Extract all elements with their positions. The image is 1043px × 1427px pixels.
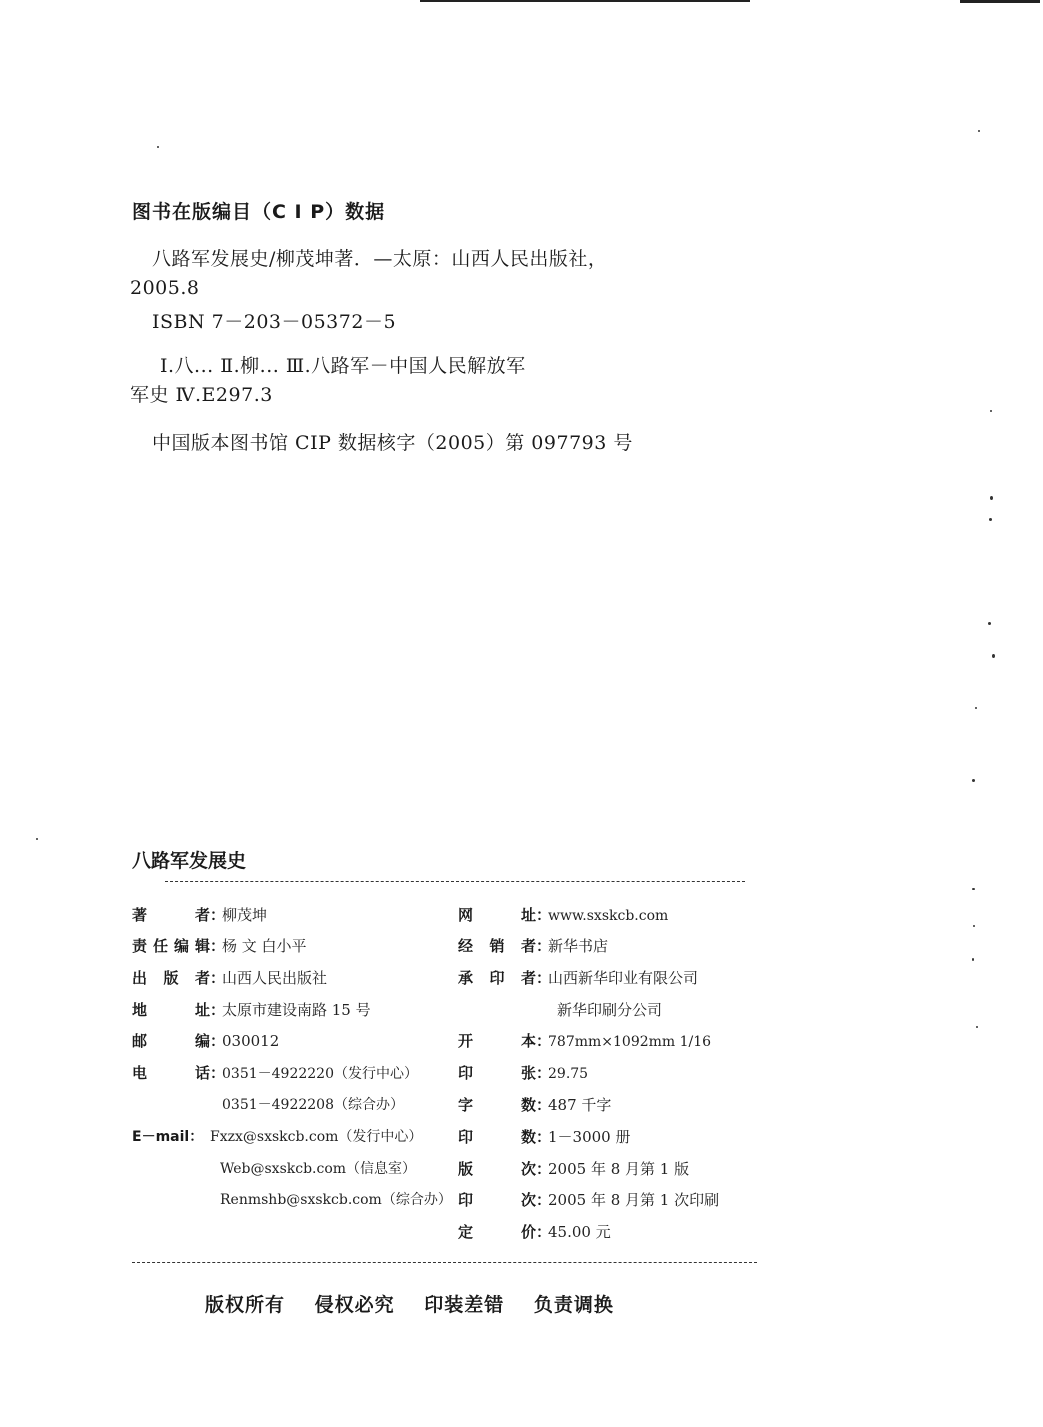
field-label: 网址 [458, 906, 536, 924]
field-value: 1－3000 册 [548, 1128, 631, 1146]
field-value: www.sxskcb.com [548, 908, 669, 924]
field-value: 45.00 元 [548, 1223, 611, 1241]
field-label: 著者 [132, 906, 210, 924]
colophon-row-price: 定价 ： 45.00 元 [458, 1223, 611, 1241]
scan-artifact-top [420, 0, 750, 5]
scan-speck [972, 888, 975, 890]
field-label: 定价 [458, 1223, 536, 1241]
field-value: 山西新华印业有限公司 [548, 969, 699, 987]
field-value: 0351－4922220（发行中心） [222, 1066, 418, 1082]
scan-speck [973, 925, 975, 927]
field-value: 030012 [222, 1032, 280, 1050]
colophon-row-printer-branch [557, 999, 662, 1023]
field-label: 电话 [132, 1064, 210, 1082]
cip-line-title-author: 八路军发展史/柳茂坤著．—太原：山西人民出版社， [152, 248, 608, 270]
field-value: 新华书店 [548, 937, 609, 955]
colophon-row-email-3 [220, 1189, 452, 1213]
field-label: 版次 [458, 1160, 536, 1178]
colophon-row-print-run: 印数 ： 1－3000 册 [458, 1128, 631, 1146]
email-value: Web@sxskcb.com（信息室） [220, 1161, 417, 1177]
colophon-row-printing: 印次 ： 2005 年 8 月第 1 次印刷 [458, 1191, 720, 1209]
field-value: 2005 年 8 月第 1 次印刷 [548, 1191, 720, 1209]
colophon-row-format: 开本 ： 787mm×1092mm 1/16 [458, 1032, 712, 1050]
colophon-row-wordcount: 字数 ： 487 千字 [458, 1096, 612, 1114]
cip-line-classification: 军史 Ⅳ.E297.3 [130, 384, 273, 406]
scan-artifact-top-right [960, 0, 1040, 6]
scan-speck [978, 130, 980, 132]
field-label: 印数 [458, 1128, 536, 1146]
scan-speck [972, 958, 974, 961]
email-value: Renmshb@sxskcb.com（综合办） [220, 1192, 452, 1208]
field-label: 邮编 [132, 1032, 210, 1050]
field-label: E－mail： [132, 1129, 204, 1145]
cip-line-isbn: ISBN 7－203－05372－5 [152, 311, 397, 333]
scan-speck [990, 410, 992, 412]
field-value: 0351－4922208（综合办） [222, 1097, 404, 1113]
field-label: 承印者 [458, 969, 536, 987]
colophon-row-phone: 电话 ： 0351－4922220（发行中心） [132, 1064, 418, 1082]
colophon-row-email-2 [220, 1158, 416, 1182]
field-label: 开本 [458, 1032, 536, 1050]
colophon-bottom-rule [132, 1262, 757, 1263]
cip-line-record-number: 中国版本图书馆 CIP 数据核字（2005）第 097793 号 [152, 432, 633, 454]
scan-speck [157, 146, 159, 148]
field-value: 787mm×1092mm 1/16 [548, 1034, 712, 1050]
field-value: 29.75 [548, 1066, 589, 1082]
field-label: 印张 [458, 1064, 536, 1082]
scan-speck [36, 838, 38, 840]
field-value: 新华印刷分公司 [557, 1001, 663, 1019]
colophon-row-phone-2 [222, 1094, 404, 1118]
colophon-row-email-1 [132, 1126, 422, 1150]
rights-notice: 版权所有 侵权必究 印装差错 负责调换 [205, 1294, 614, 1316]
field-value: 太原市建设南路 15 号 [222, 1001, 371, 1019]
cip-line-subjects: Ⅰ.八... Ⅱ.柳... Ⅲ.八路军－中国人民解放军 [160, 355, 526, 377]
scan-speck [989, 518, 992, 521]
email-value: Fxzx@sxskcb.com（发行中心） [210, 1129, 423, 1145]
field-label: 字数 [458, 1096, 536, 1114]
colophon-row-publisher: 出版者 ： 山西人民出版社 [132, 969, 328, 987]
scan-speck [972, 779, 975, 782]
field-value: 487 千字 [548, 1096, 612, 1114]
scan-speck [976, 1026, 978, 1028]
colophon-row-postcode: 邮编 ： 030012 [132, 1032, 280, 1050]
colophon-row-website: 网址 ： www.sxskcb.com [458, 906, 669, 924]
field-label: 出版者 [132, 969, 210, 987]
scan-speck [975, 707, 977, 709]
field-label: 地址 [132, 1001, 210, 1019]
field-label: 印次 [458, 1191, 536, 1209]
field-value: 山西人民出版社 [222, 969, 328, 987]
scan-speck [990, 496, 993, 500]
colophon-row-editor: 责任编辑 ： 杨 文 白小平 [132, 937, 307, 955]
scan-speck [988, 622, 991, 625]
cip-line-date: 2005.8 [130, 277, 200, 299]
field-value: 柳茂坤 [222, 906, 268, 924]
colophon-top-rule [165, 881, 745, 882]
field-value: 杨 文 白小平 [222, 937, 307, 955]
field-label: 经销者 [458, 937, 536, 955]
colophon-row-sheets: 印张 ： 29.75 [458, 1064, 589, 1082]
colophon-row-edition: 版次 ： 2005 年 8 月第 1 版 [458, 1160, 690, 1178]
colophon-row-author: 著者 ： 柳茂坤 [132, 906, 268, 924]
scan-speck [992, 654, 995, 658]
colophon-row-address: 地址 ： 太原市建设南路 15 号 [132, 1001, 371, 1019]
field-value: 2005 年 8 月第 1 版 [548, 1160, 690, 1178]
cip-heading: 图书在版编目（C I P）数据 [132, 201, 386, 223]
colophon-book-title: 八路军发展史 [132, 850, 247, 872]
colophon-row-distributor: 经销者 ： 新华书店 [458, 937, 609, 955]
field-label: 责任编辑 [132, 937, 210, 955]
colophon-row-printer: 承印者 ： 山西新华印业有限公司 [458, 969, 699, 987]
